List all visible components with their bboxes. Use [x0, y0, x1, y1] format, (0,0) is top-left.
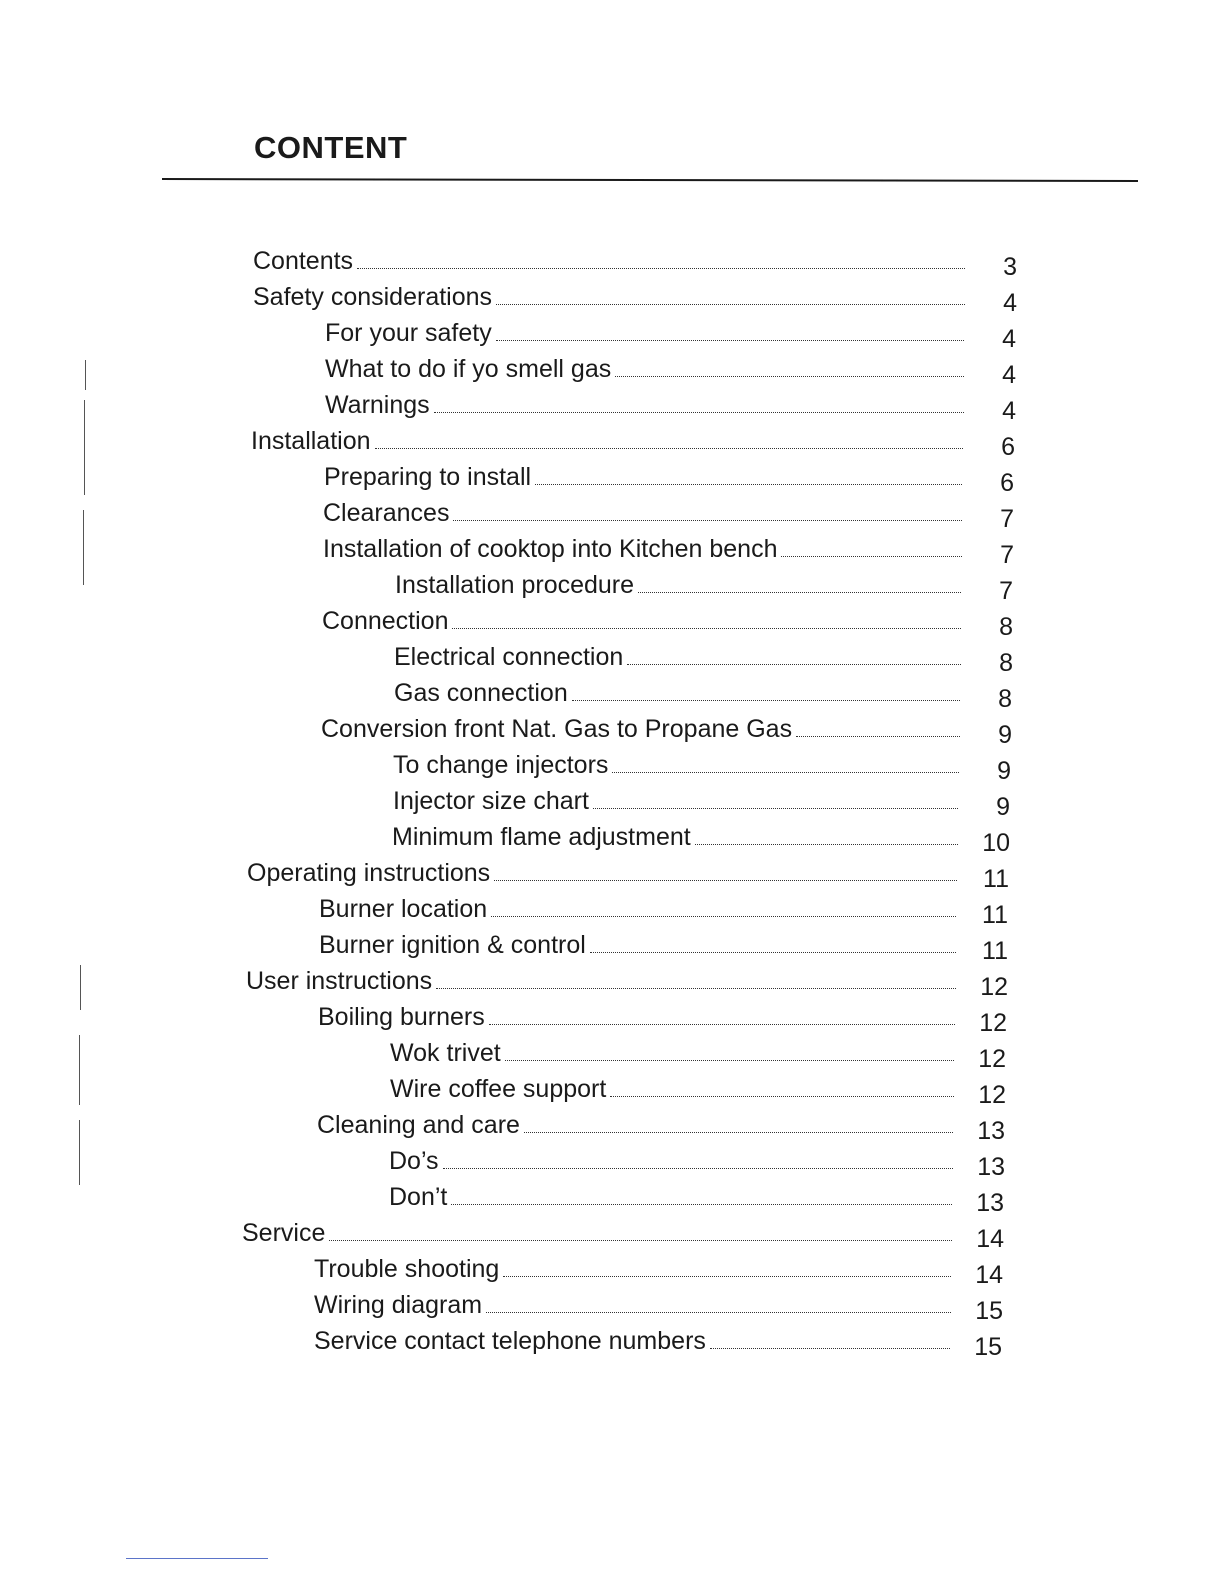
- toc-entry[interactable]: [319, 926, 1008, 965]
- toc-entry[interactable]: [318, 998, 1007, 1037]
- toc-entry-page: 12: [978, 1045, 1006, 1073]
- toc-entry-label: Don’t: [389, 1183, 448, 1211]
- toc-entry[interactable]: [314, 1286, 1003, 1325]
- toc-entry[interactable]: [322, 602, 1013, 641]
- dot-leader: [451, 1204, 952, 1205]
- toc-entry[interactable]: [390, 1034, 1006, 1073]
- toc-entry-page: 7: [999, 577, 1013, 605]
- toc-entry[interactable]: [251, 422, 1015, 461]
- dot-leader: [572, 700, 960, 701]
- toc-entry-label: Minimum flame adjustment: [392, 823, 691, 851]
- toc-entry-page: 11: [982, 901, 1008, 929]
- toc-entry-label: Preparing to install: [324, 463, 532, 491]
- dot-leader: [638, 592, 961, 593]
- toc-entry-page: 12: [979, 1009, 1007, 1037]
- dot-leader: [452, 628, 961, 629]
- toc-entry[interactable]: [325, 350, 1016, 389]
- toc-entry[interactable]: [324, 458, 1014, 497]
- toc-entry-label: Conversion front Nat. Gas to Propane Gas: [321, 715, 793, 743]
- dot-leader: [590, 952, 956, 953]
- toc-entry-page: 4: [1002, 325, 1016, 353]
- toc-entry-page: 12: [980, 973, 1008, 1001]
- dot-leader: [505, 1060, 954, 1061]
- toc-entry-label: Installation procedure: [395, 571, 635, 599]
- dot-leader: [781, 556, 962, 557]
- toc-entry[interactable]: [314, 1322, 1002, 1361]
- dot-leader: [436, 988, 956, 989]
- dot-leader: [489, 1024, 955, 1025]
- page-title: CONTENT: [254, 130, 408, 165]
- toc-entry-label: Do’s: [389, 1147, 439, 1175]
- toc-entry-label: Installation: [251, 427, 371, 455]
- footer-rule: [126, 1558, 268, 1559]
- toc-entry-label: Injector size chart: [393, 787, 589, 815]
- dot-leader: [615, 376, 964, 377]
- toc-entry[interactable]: [389, 1178, 1004, 1217]
- toc-entry-page: 14: [975, 1261, 1003, 1289]
- toc-entry-label: Burner ignition & control: [319, 931, 586, 959]
- toc-entry-label: Burner location: [319, 895, 488, 923]
- dot-leader: [535, 484, 962, 485]
- toc-entry-page: 13: [977, 1117, 1005, 1145]
- toc-entry-page: 10: [982, 829, 1010, 857]
- toc-entry[interactable]: [246, 962, 1008, 1001]
- toc-entry[interactable]: [317, 1106, 1005, 1145]
- scan-artifact-line: [79, 1120, 80, 1185]
- toc-entry[interactable]: [242, 1214, 1004, 1253]
- toc-entry-page: 4: [1002, 361, 1016, 389]
- toc-entry[interactable]: [319, 890, 1008, 929]
- toc-entry-page: 11: [983, 865, 1009, 893]
- toc-entry-label: Cleaning and care: [317, 1111, 520, 1139]
- dot-leader: [434, 412, 964, 413]
- toc-entry[interactable]: [323, 530, 1014, 569]
- toc-entry-page: 7: [1000, 541, 1014, 569]
- toc-entry-label: Gas connection: [394, 679, 568, 707]
- toc-entry[interactable]: [314, 1250, 1003, 1289]
- dot-leader: [610, 1096, 954, 1097]
- toc-entry[interactable]: [325, 314, 1016, 353]
- toc-entry-page: 4: [1002, 397, 1016, 425]
- toc-entry-page: 8: [999, 613, 1013, 641]
- toc-entry-label: Wire coffee support: [390, 1075, 607, 1103]
- dot-leader: [710, 1348, 950, 1349]
- toc-entry[interactable]: [253, 242, 1017, 281]
- dot-leader: [443, 1168, 953, 1169]
- toc-entry-label: Warnings: [325, 391, 430, 419]
- toc-entry-page: 9: [996, 793, 1010, 821]
- scan-artifact-line: [84, 400, 85, 495]
- toc-entry[interactable]: [325, 386, 1016, 425]
- toc-entry-page: 15: [975, 1297, 1003, 1325]
- toc-entry-label: Service contact telephone numbers: [314, 1327, 706, 1355]
- dot-leader: [491, 916, 956, 917]
- toc-entry-page: 13: [977, 1153, 1005, 1181]
- toc-entry-label: Boiling burners: [318, 1003, 485, 1031]
- toc-entry-label: Wok trivet: [390, 1039, 501, 1067]
- toc-entry-label: Connection: [322, 607, 449, 635]
- dot-leader: [593, 808, 958, 809]
- dot-leader: [453, 520, 962, 521]
- toc-entry[interactable]: [247, 854, 1009, 893]
- toc-entry-label: Clearances: [323, 499, 450, 527]
- toc-entry[interactable]: [390, 1070, 1006, 1109]
- toc-entry-page: 12: [978, 1081, 1006, 1109]
- dot-leader: [496, 304, 965, 305]
- scan-artifact-line: [83, 510, 84, 585]
- toc-entry-label: Contents: [253, 247, 354, 275]
- dot-leader: [524, 1132, 953, 1133]
- toc-entry-page: 8: [999, 649, 1013, 677]
- toc-entry-page: 6: [1001, 433, 1015, 461]
- toc-entry-page: 4: [1003, 289, 1017, 317]
- toc-entry[interactable]: [394, 638, 1013, 677]
- dot-leader: [357, 268, 965, 269]
- dot-leader: [796, 736, 960, 737]
- toc-entry-label: Electrical connection: [394, 643, 624, 671]
- dot-leader: [375, 448, 963, 449]
- dot-leader: [695, 844, 958, 845]
- toc-entry-label: Operating instructions: [247, 859, 491, 887]
- toc-entry-page: 8: [998, 685, 1012, 713]
- toc-entry[interactable]: [393, 746, 1011, 785]
- toc-entry[interactable]: [253, 278, 1017, 317]
- toc-entry[interactable]: [395, 566, 1013, 605]
- toc-entry-page: 9: [998, 721, 1012, 749]
- toc-entry[interactable]: [389, 1142, 1005, 1181]
- toc-entry-label: What to do if yo smell gas: [325, 355, 612, 383]
- dot-leader: [494, 880, 957, 881]
- scan-artifact-line: [79, 1035, 80, 1105]
- dot-leader: [612, 772, 959, 773]
- toc-entry-label: Service: [242, 1219, 326, 1247]
- toc-entry-label: Wiring diagram: [314, 1291, 483, 1319]
- toc-entry-page: 3: [1003, 253, 1017, 281]
- toc-entry-page: 7: [1000, 505, 1014, 533]
- toc-entry-label: User instructions: [246, 967, 433, 995]
- toc-entry-page: 15: [974, 1333, 1002, 1361]
- toc-entry[interactable]: [323, 494, 1014, 533]
- toc-entry[interactable]: [392, 818, 1010, 857]
- dot-leader: [486, 1312, 951, 1313]
- dot-leader: [496, 340, 964, 341]
- toc-entry-page: 13: [976, 1189, 1004, 1217]
- dot-leader: [329, 1240, 952, 1241]
- toc-entry-page: 9: [997, 757, 1011, 785]
- toc-entry-label: Safety considerations: [253, 283, 493, 311]
- toc-entry-page: 14: [976, 1225, 1004, 1253]
- scan-artifact-line: [85, 360, 86, 390]
- toc-entry-label: Trouble shooting: [314, 1255, 500, 1283]
- toc-entry-page: 6: [1000, 469, 1014, 497]
- toc-entry-page: 11: [982, 937, 1008, 965]
- toc-entry-label: To change injectors: [393, 751, 609, 779]
- toc-entry-label: Installation of cooktop into Kitchen bench: [323, 535, 778, 563]
- dot-leader: [503, 1276, 951, 1277]
- dot-leader: [627, 664, 961, 665]
- toc-entry[interactable]: [393, 782, 1010, 821]
- toc-entry[interactable]: [394, 674, 1012, 713]
- toc-entry-label: For your safety: [325, 319, 492, 347]
- toc-entry[interactable]: [321, 710, 1012, 749]
- scan-artifact-line: [80, 965, 81, 1010]
